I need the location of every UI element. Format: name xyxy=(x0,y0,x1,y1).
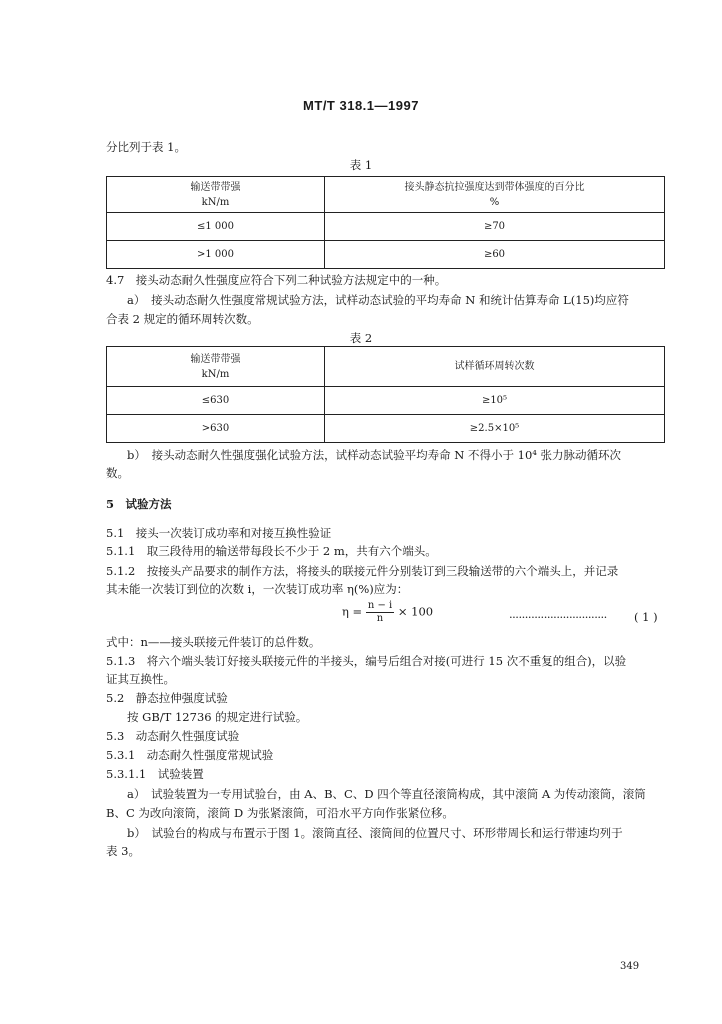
table2-col1-header-line1: 输送带带强 xyxy=(190,353,241,365)
item-a-line1: a） 试验装置为一专用试验台，由 A、B、C、D 四个等直径滚筒构成，其中滚筒 A 为传动滚筒，滚筒 xyxy=(127,787,646,801)
table2-col1-header xyxy=(107,347,325,387)
table2-col2-header: 试样循环周转次数 xyxy=(325,347,665,387)
table1-col2-header-line2: % xyxy=(489,196,500,208)
table-row xyxy=(107,213,665,241)
table1-col1-header-line2: kN/m xyxy=(201,196,230,208)
section-5-3-1: 5.3.1 动态耐久性强度常规试验 xyxy=(106,748,274,762)
table2-cell: ≥2.5×10⁵ xyxy=(325,415,665,443)
formula-denominator: n xyxy=(376,613,384,624)
formula-numerator: n − i xyxy=(367,600,393,611)
formula-rhs: × 100 xyxy=(397,604,434,619)
section-5-1-2-line2: 其未能一次装订到位的次数 i，一次装订成功率 η(%)应为： xyxy=(106,582,409,596)
formula-fraction xyxy=(366,600,394,625)
table2 xyxy=(106,346,665,443)
formula-1 xyxy=(342,600,433,625)
section-5-3-1-1: 5.3.1.1 试验装置 xyxy=(106,767,204,781)
table1-cell: ≤1 000 xyxy=(107,213,325,241)
section-4-7-b-line1: b） 接头动态耐久性强度强化试验方法，试样动态试验平均寿命 N 不得小于 10⁴ 张力脉动循环次 xyxy=(127,448,622,462)
table1-col1-header-line1: 输送带带强 xyxy=(190,181,241,193)
section-5-1-2-line1: 5.1.2 按接头产品要求的制作方法，将接头的联接元件分别装订到三段输送带的六个端头上，并记录 xyxy=(106,564,619,578)
table2-cell: ≤630 xyxy=(107,387,325,415)
where-line: 式中：n——接头联接元件装订的总件数。 xyxy=(106,635,321,649)
section-5-heading: 5 试验方法 xyxy=(106,497,172,511)
table-row xyxy=(107,241,665,269)
table1-col2-header-line1: 接头静态抗拉强度达到带体强度的百分比 xyxy=(404,181,585,193)
section-4-7: 4.7 接头动态耐久性强度应符合下列二种试验方法规定中的一种。 xyxy=(106,273,447,287)
document-header: MT/T 318.1—1997 xyxy=(303,98,419,113)
section-4-7-a-line2: 合表 2 规定的循环周转次数。 xyxy=(106,312,259,326)
table1-cell: ≥70 xyxy=(325,213,665,241)
table1-cell: ≥60 xyxy=(325,241,665,269)
intro-line: 分比列于表 1。 xyxy=(106,140,186,154)
item-b-line1: b） 试验台的构成与布置示于图 1。滚筒直径、滚筒间的位置尺寸、环形带周长和运行带速均列于 xyxy=(127,826,623,840)
table2-cell: >630 xyxy=(107,415,325,443)
section-5-1: 5.1 接头一次装订成功率和对接互换性验证 xyxy=(106,526,332,540)
table1-caption: 表 1 xyxy=(349,158,373,172)
section-4-7-b-line2: 数。 xyxy=(106,466,129,480)
table1 xyxy=(106,176,665,269)
section-5-1-1: 5.1.1 取三段待用的输送带每段长不少于 2 m，共有六个端头。 xyxy=(106,544,437,558)
table-row xyxy=(107,387,665,415)
formula-leader-dots: ······························· xyxy=(509,610,607,624)
formula-lhs: η = xyxy=(342,604,363,619)
section-5-1-3-line1: 5.1.3 将六个端头装订好接头联接元件的半接头，编号后组合对接(可进行 15 次不重复的组合)，以验 xyxy=(106,654,627,668)
item-b-line2: 表 3。 xyxy=(106,844,140,858)
section-5-2: 5.2 静态拉伸强度试验 xyxy=(106,691,228,705)
item-a-line2: B、C 为改向滚筒，滚筒 D 为张紧滚筒，可沿水平方向作张紧位移。 xyxy=(106,806,454,820)
table2-col1-header-line2: kN/m xyxy=(201,368,230,380)
section-5-1-3-line2: 证其互换性。 xyxy=(106,672,175,686)
formula-number: ( 1 ) xyxy=(634,610,658,624)
section-4-7-a-line1: a） 接头动态耐久性强度常规试验方法，试样动态试验的平均寿命 N 和统计估算寿命 L(15)均应符 xyxy=(127,293,629,307)
table1-cell: >1 000 xyxy=(107,241,325,269)
table2-caption: 表 2 xyxy=(349,331,373,345)
section-5-2-body: 按 GB/T 12736 的规定进行试验。 xyxy=(127,710,308,724)
table2-cell: ≥10⁵ xyxy=(325,387,665,415)
table-row xyxy=(107,415,665,443)
page-number: 349 xyxy=(620,961,640,972)
table1-col1-header xyxy=(107,177,325,213)
table1-col2-header xyxy=(325,177,665,213)
section-5-3: 5.3 动态耐久性强度试验 xyxy=(106,729,240,743)
